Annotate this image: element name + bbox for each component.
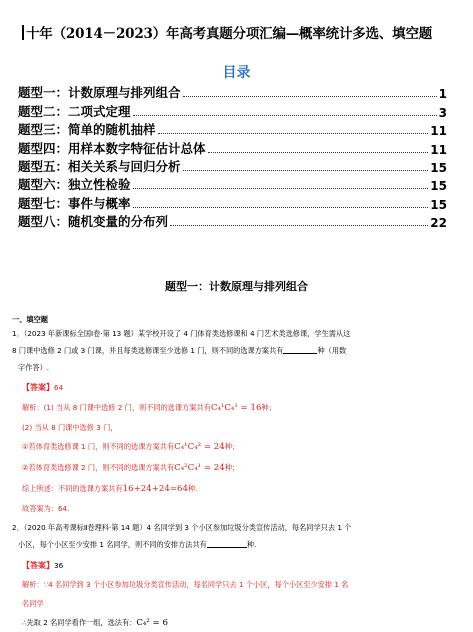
toc-item[interactable]: 题型二：二项式定理 3: [18, 103, 447, 120]
toc-item[interactable]: 题型一：计数原理与排列组合 1: [18, 85, 447, 102]
answer-line: 【答案】64: [22, 383, 64, 392]
answer-blank: [283, 346, 317, 354]
text-cursor: [22, 25, 24, 40]
answer-blank: [207, 540, 247, 548]
subheading: 一、填空题: [12, 315, 48, 324]
solution-line: 综上所述：不同的选课方案共有16+24+24=64种.: [22, 484, 198, 494]
table-of-contents: [18, 83, 447, 230]
question-1-line: 8 门课中选修 2 门或 3 门课，并且每类选修课至少选修 1 门，则不同的选课方案共有 种（用数: [12, 346, 347, 355]
solution-line: 解析：∵4 名同学到 3 个小区参加垃圾分类宣传活动，每名同学只去 1 个小区，每个小区至少安排 1 名: [22, 580, 349, 589]
toc-item[interactable]: 题型八：随机变量的分布列 22: [18, 214, 447, 231]
toc-item[interactable]: 题型五：相关关系与回归分析 15: [18, 158, 447, 175]
toc-item[interactable]: 题型六：独立性检验 15: [18, 177, 447, 194]
question-1-line: 1．（2023 年新课标全国Ⅰ卷·第 13 题）某学校开设了 4 门体育类选修课和 4 门艺术类选修课，学生需从这: [12, 329, 351, 338]
solution-line: (2) 当从 8 门课中选修 3 门，: [22, 423, 118, 432]
toc-item[interactable]: 题型三：简单的随机抽样 11: [18, 122, 447, 139]
solution-line: 故答案为：64.: [22, 504, 70, 513]
toc-item[interactable]: 题型四：用样本数字特征估计总体 11: [18, 140, 447, 157]
toc-heading: 目录: [222, 65, 251, 81]
solution-line: ②若体育类选修课 2 门，则不同的选课方案共有C₄²C₄¹ = 24种；: [22, 463, 240, 473]
document-title: 十年（2014－2023）年高考真题分项汇编—概率统计多选、填空题: [22, 22, 452, 42]
answer-line: 【答案】36: [22, 561, 64, 570]
question-2-line: 小区，每个小区至少安排 1 名同学，则不同的安排方法共有 种.: [18, 540, 257, 549]
answer-value: 36: [54, 561, 64, 570]
solution-line: 名同学: [22, 599, 44, 608]
question-1-line: 字作答）.: [18, 363, 50, 372]
section-title: 题型一：计数原理与排列组合: [165, 280, 308, 293]
solution-line: 解析：(1) 当从 8 门课中选修 2 门，则不同的选课方案共有C₄¹C₄¹ = 16种；: [22, 403, 276, 413]
answer-value: 64: [54, 383, 64, 392]
question-2-line: 2．（2020 年高考课标Ⅱ卷理科·第 14 题）4 名同学到 3 个小区参加垃圾分类宣传活动，每名同学只去 1 个: [12, 523, 352, 532]
solution-line: ①若体育类选修课 1 门，则不同的选课方案共有C₄¹C₄² = 24种；: [22, 442, 240, 452]
toc-item[interactable]: 题型七：事件与概率 15: [18, 195, 447, 212]
solution-line: ∴先取 2 名同学看作一组，选法有：C₄² = 6: [22, 618, 168, 628]
